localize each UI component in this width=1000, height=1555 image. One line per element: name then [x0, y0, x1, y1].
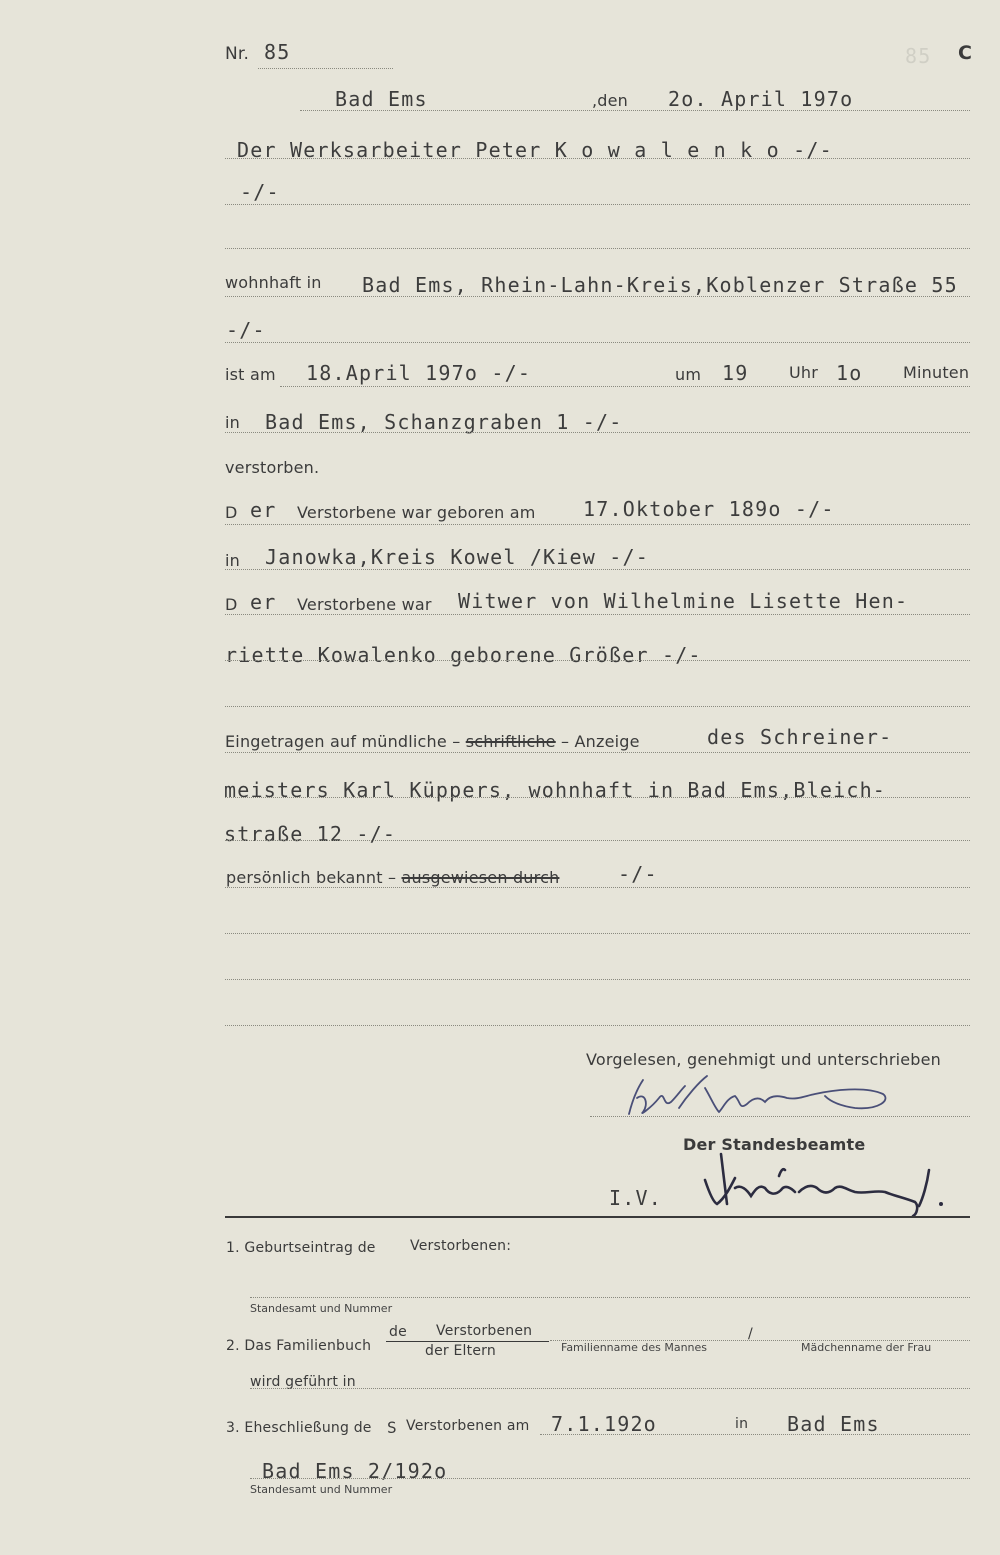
- standesamt-nummer-caption-2: Standesamt und Nummer: [250, 1483, 393, 1496]
- slash: /: [748, 1326, 753, 1342]
- known-label: [226, 868, 559, 887]
- marriage-place: Bad Ems: [787, 1412, 880, 1436]
- line: [250, 1297, 970, 1298]
- den-label: ,den: [592, 91, 629, 110]
- birth-label: Verstorbene war geboren am: [297, 503, 536, 522]
- deceased-name-cont: -/-: [240, 180, 280, 204]
- line: [225, 660, 970, 661]
- line: [225, 933, 970, 934]
- item2-label: 2. Das Familienbuch: [226, 1338, 372, 1354]
- line: [225, 248, 970, 249]
- item2-value: Verstorbenen: [436, 1323, 533, 1339]
- line: [225, 204, 970, 205]
- item3-label2: Verstorbenen am: [406, 1418, 530, 1434]
- birth-date: 17.Oktober 189o -/-: [583, 497, 835, 521]
- read-approved-label: Vorgelesen, genehmigt und unterschrieben: [586, 1050, 942, 1069]
- line: [225, 158, 970, 159]
- marriage-register: Bad Ems 2/192o: [262, 1459, 448, 1483]
- verstorben-label: verstorben.: [225, 458, 320, 477]
- place-of-record: Bad Ems: [335, 87, 428, 111]
- known-label-struck: ausgewiesen durch: [401, 868, 560, 887]
- item2-eltern: der Eltern: [425, 1343, 496, 1359]
- line: [540, 1434, 970, 1435]
- registration-label-struck: schriftliche: [465, 732, 556, 751]
- registrar-label: Der Standesbeamte: [683, 1135, 866, 1154]
- nr-value: 85: [264, 40, 291, 64]
- ist-am-label: ist am: [225, 365, 276, 384]
- status-prefix: D: [225, 595, 238, 614]
- line: [225, 706, 970, 707]
- line: [280, 386, 970, 387]
- line: [250, 1388, 970, 1389]
- registration-label-end: – Anzeige: [561, 732, 640, 751]
- known-value: -/-: [618, 862, 658, 886]
- death-in-label: in: [225, 413, 240, 432]
- line: [225, 752, 970, 753]
- signature-line: [590, 1116, 970, 1117]
- line: [225, 432, 970, 433]
- line: [225, 342, 970, 343]
- maedchenname-caption: Mädchenname der Frau: [801, 1341, 932, 1354]
- marriage-date: 7.1.192o: [551, 1412, 657, 1436]
- registration-label-start: Eingetragen auf mündliche –: [225, 732, 461, 751]
- birth-place: Janowka,Kreis Kowel /Kiew -/-: [265, 545, 649, 569]
- status-value-line2: riette Kowalenko geborene Größer -/-: [225, 643, 702, 667]
- informant-line2: meisters Karl Küppers, wohnhaft in Bad Ems,Bleich-: [224, 778, 887, 802]
- registrar-signature: [695, 1140, 955, 1220]
- item2-de: de: [389, 1324, 407, 1340]
- death-date: 18.April 197o -/-: [306, 361, 532, 385]
- standesamt-nummer-caption: Standesamt und Nummer: [250, 1302, 393, 1315]
- item1-value: Verstorbenen:: [410, 1238, 512, 1254]
- known-label-text: persönlich bekannt –: [226, 868, 397, 887]
- iv-label: I.V.: [609, 1186, 662, 1210]
- death-hour: 19: [722, 361, 749, 385]
- minuten-label: Minuten: [903, 363, 970, 382]
- line: [225, 296, 970, 297]
- uhr-label: Uhr: [789, 363, 819, 382]
- familienname-caption: Familienname des Mannes: [561, 1341, 708, 1354]
- item3-in: in: [735, 1416, 749, 1432]
- death-place: Bad Ems, Schanzgraben 1 -/-: [265, 410, 623, 434]
- birth-in-label: in: [225, 551, 240, 570]
- birth-gender-suffix: er: [250, 498, 277, 522]
- line: [225, 887, 970, 888]
- deceased-name: Der Werksarbeiter Peter K o w a l e n k o -/-: [237, 138, 833, 162]
- line: [225, 1025, 970, 1026]
- informant-line1: des Schreiner-: [707, 725, 893, 749]
- line: [225, 797, 970, 798]
- corner-letter: C: [958, 42, 973, 64]
- item3-label: 3. Eheschließung de: [226, 1420, 372, 1436]
- residence-value: Bad Ems, Rhein-Lahn-Kreis,Koblenzer Straße 55: [362, 273, 958, 297]
- status-gender-suffix: er: [250, 590, 277, 614]
- registration-label: [225, 732, 640, 751]
- status-label: Verstorbene war: [297, 595, 432, 614]
- item1-label: 1. Geburtseintrag de: [226, 1240, 376, 1256]
- section-divider: [225, 1216, 970, 1218]
- nr-label: Nr.: [225, 44, 250, 64]
- date-line: [300, 110, 970, 111]
- line: [225, 979, 970, 980]
- wird-gefuehrt-label: wird geführt in: [250, 1374, 356, 1390]
- line: [250, 1478, 970, 1479]
- nr-line: [258, 68, 393, 69]
- line: [225, 614, 970, 615]
- record-date: 2o. April 197o: [668, 87, 854, 111]
- line: [225, 524, 970, 525]
- um-label: um: [675, 365, 702, 384]
- line: [225, 840, 970, 841]
- fraction-line: [386, 1341, 549, 1342]
- informant-line3: straße 12 -/-: [224, 822, 397, 846]
- death-minutes: 1o: [836, 361, 863, 385]
- line: [225, 569, 970, 570]
- bleed-through-text: 85: [905, 44, 932, 68]
- status-value-line1: Witwer von Wilhelmine Lisette Hen-: [458, 589, 909, 613]
- residence-cont: -/-: [226, 318, 266, 342]
- informant-signature: [615, 1068, 895, 1128]
- item3-s: S: [387, 1418, 398, 1437]
- birth-prefix: D: [225, 503, 238, 522]
- residence-label: wohnhaft in: [225, 273, 322, 292]
